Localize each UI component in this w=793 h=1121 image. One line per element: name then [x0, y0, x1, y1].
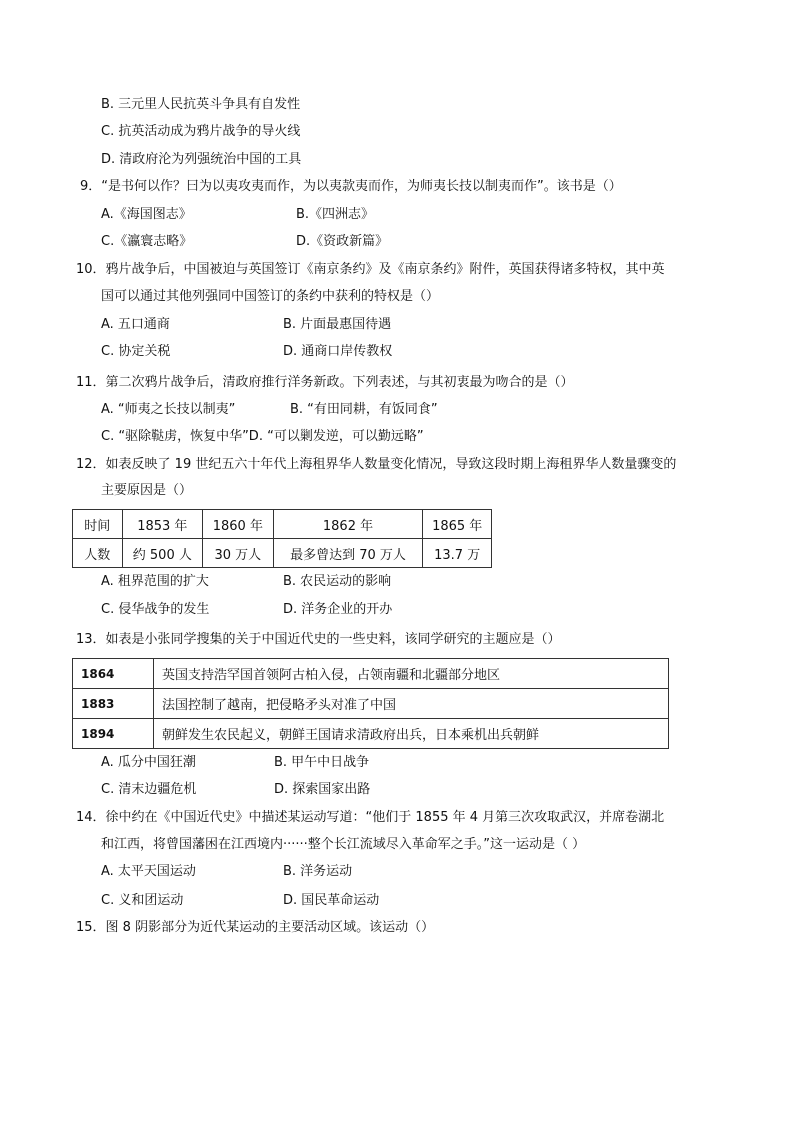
population-table	[72, 509, 492, 568]
table-cell: 约 500 人	[122, 539, 202, 568]
question-14-stem-line1: 14．徐中约在《中国近代史》中描述某运动写道：“他们于 1855 年 4 月第三次攻取武汉，并席卷湖北	[76, 810, 665, 825]
q13-option-d[interactable]: D. 探索国家出路	[274, 782, 371, 797]
question-11-stem: 11．第二次鸦片战争后，清政府推行洋务新政。下列表述，与其初衷最为吻合的是（）	[76, 375, 574, 390]
q10-option-b[interactable]: B. 片面最惠国待遇	[283, 317, 392, 332]
q10-option-c[interactable]: C. 协定关税	[101, 344, 171, 359]
q14-option-a[interactable]: A. 太平天国运动	[101, 864, 196, 879]
table-row	[73, 539, 492, 568]
q9-option-b[interactable]: B.《四洲志》	[296, 207, 375, 222]
table-cell-year: 1883	[73, 689, 154, 719]
q10-option-a[interactable]: A. 五口通商	[101, 317, 170, 332]
question-10-stem-line1: 10．鸦片战争后，中国被迫与英国签订《南京条约》及《南京条约》附件，英国获得诸多特权，其中英	[76, 262, 665, 277]
table-cell: 时间	[73, 510, 123, 539]
prev-option-c[interactable]: C. 抗英活动成为鸦片战争的导火线	[101, 124, 301, 139]
table-cell: 最多曾达到 70 万人	[273, 539, 423, 568]
q14-option-b[interactable]: B. 洋务运动	[283, 864, 353, 879]
q11-option-c-d[interactable]: C. “驱除鞑虏，恢复中华”D. “可以剿发逆，可以勤远略”	[101, 429, 424, 444]
table-cell: 1865 年	[423, 510, 492, 539]
question-15-stem: 15．图 8 阴影部分为近代某运动的主要活动区域。该运动（）	[76, 920, 435, 935]
q13-option-b[interactable]: B. 甲午中日战争	[274, 755, 370, 770]
q9-option-d[interactable]: D.《资政新篇》	[296, 234, 389, 249]
q9-option-a[interactable]: A.《海国图志》	[101, 207, 192, 222]
table-cell: 人数	[73, 539, 123, 568]
q11-option-b[interactable]: B. “有田同耕，有饭同食”	[290, 402, 438, 417]
table-row	[73, 659, 669, 689]
table-cell: 1862 年	[273, 510, 423, 539]
table-row-header	[73, 510, 492, 539]
q13-option-a[interactable]: A. 瓜分中国狂潮	[101, 755, 196, 770]
table-row	[73, 689, 669, 719]
table-cell-text: 朝鲜发生农民起义，朝鲜王国请求清政府出兵，日本乘机出兵朝鲜	[154, 719, 669, 749]
q12-option-b[interactable]: B. 农民运动的影响	[283, 574, 392, 589]
table-cell-text: 英国支持浩罕国首领阿古柏入侵，占领南疆和北疆部分地区	[154, 659, 669, 689]
question-10-stem-line2: 国可以通过其他列强同中国签订的条约中获利的特权是（）	[101, 289, 440, 304]
table-cell: 1860 年	[203, 510, 274, 539]
table-cell: 13.7 万	[423, 539, 492, 568]
prev-option-b[interactable]: B. 三元里人民抗英斗争具有自发性	[101, 97, 301, 112]
table-cell-year: 1864	[73, 659, 154, 689]
q10-option-d[interactable]: D. 通商口岸传教权	[283, 344, 393, 359]
table-cell: 1853 年	[122, 510, 202, 539]
question-14-stem-line2: 和江西，将曾国藩困在江西境内······整个长江流域尽入革命军之手。”这一运动是（ ）	[101, 837, 586, 852]
q13-option-c[interactable]: C. 清末边疆危机	[101, 782, 197, 797]
q12-option-a[interactable]: A. 租界范围的扩大	[101, 574, 209, 589]
table-cell: 30 万人	[203, 539, 274, 568]
q14-option-c[interactable]: C. 义和团运动	[101, 893, 184, 908]
table-cell-year: 1894	[73, 719, 154, 749]
table-cell-text: 法国控制了越南，把侵略矛头对准了中国	[154, 689, 669, 719]
q12-option-d[interactable]: D. 洋务企业的开办	[283, 602, 393, 617]
history-table	[72, 658, 669, 749]
q11-option-a[interactable]: A. “师夷之长技以制夷”	[101, 402, 236, 417]
question-13-stem: 13．如表是小张同学搜集的关于中国近代史的一些史料，该同学研究的主题应是（）	[76, 632, 561, 647]
prev-option-d[interactable]: D. 清政府沦为列强统治中国的工具	[101, 152, 302, 167]
q12-option-c[interactable]: C. 侵华战争的发生	[101, 602, 210, 617]
question-9-stem: 9．“是书何以作？曰为以夷攻夷而作，为以夷款夷而作，为师夷长技以制夷而作”。该书是（）	[80, 179, 622, 194]
question-12-stem-line2: 主要原因是（）	[101, 483, 193, 498]
q14-option-d[interactable]: D. 国民革命运动	[283, 893, 380, 908]
question-12-stem-line1: 12．如表反映了 19 世纪五六十年代上海租界华人数量变化情况，导致这段时期上海租界华人数量骤变的	[76, 457, 677, 472]
table-row	[73, 719, 669, 749]
q9-option-c[interactable]: C.《瀛寰志略》	[101, 234, 193, 249]
